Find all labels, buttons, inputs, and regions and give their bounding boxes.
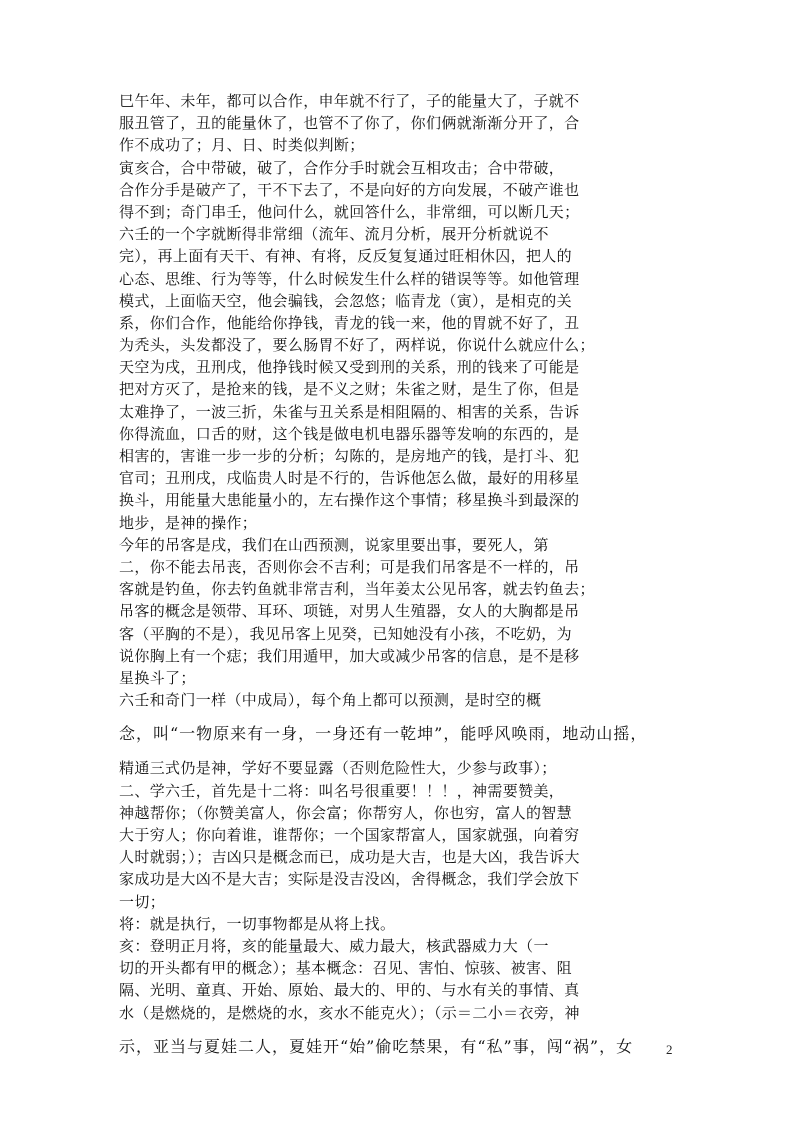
text-line: 客就是钓鱼，你去钓鱼就非常吉利，当年姜太公见吊客，就去钓鱼去； xyxy=(119,580,595,599)
text-line: 说你胸上有一个痣；我们用遁甲，加大或减少吊客的信息，是不是移 xyxy=(119,646,580,665)
text-line: 寅亥合，合中带破，破了，合作分手时就会互相攻击；合中带破， xyxy=(119,158,565,177)
text-line: 二，你不能去吊丧，否则你会不吉利；可是我们吊客是不一样的，吊 xyxy=(119,557,580,576)
text-line: 念，叫“一物原来有一身，一身还有一乾坤”，能呼风唤雨，地动山摇， xyxy=(119,724,648,744)
text-line: 作不成功了；月、日、时类似判断； xyxy=(119,136,365,155)
text-line: 心态、思维、行为等等，什么时候发生什么样的错误等等。如他管理 xyxy=(119,269,580,288)
text-line: 切的开头都有甲的概念）；基本概念：召见、害怕、惊骇、被害、阻 xyxy=(119,959,573,978)
text-line: 得不到；奇门串壬，他问什么，就回答什么，非常细，可以断几天； xyxy=(119,202,580,221)
page-number: 2 xyxy=(666,1042,673,1057)
text-line: 地步，是神的操作； xyxy=(119,513,258,532)
text-line: 把对方灭了，是抢来的钱，是不义之财；朱雀之财，是生了你，但是 xyxy=(119,380,580,399)
text-line: 巳午年、未年，都可以合作，申年就不行了，子的能量大了，子就不 xyxy=(119,92,580,110)
text-line: 家成功是大凶不是大吉；实际是没吉没凶，舍得概念，我们学会放下 xyxy=(119,870,580,889)
text-line: 官司；丑刑戌，戌临贵人时是不行的，告诉他怎么做，最好的用移星 xyxy=(119,469,580,488)
text-line: 将：就是执行，一切事物都是从将上找。 xyxy=(119,914,396,933)
text-line: 客（平胸的不是），我见吊客上见癸，已知她没有小孩，不吃奶，为 xyxy=(119,624,573,643)
text-line: 水（是燃烧的，是燃烧的水，亥水不能克火）；（示＝二小＝衣旁，神 xyxy=(119,1003,580,1022)
text-line: 太难挣了，一波三折，朱雀与丑关系是相阻隔的、相害的关系，告诉 xyxy=(119,402,580,421)
text-line: 星换斗了； xyxy=(119,668,196,687)
text-line: 六壬和奇门一样（中成局），每个角上都可以预测，是时空的概 xyxy=(119,691,542,710)
text-line: 六壬的一个字就断得非常细（流年、流月分析，展开分析就说不 xyxy=(119,225,549,244)
text-line: 天空为戌，丑刑戌，他挣钱时候又受到刑的关系，刑的钱来了可能是 xyxy=(119,358,580,377)
text-line: 大于穷人；你向着谁，谁帮你；一个国家帮富人，国家就强，向着穷 xyxy=(119,826,580,844)
text-line: 人时就弱；）；吉凶只是概念而已，成功是大吉，也是大凶，我告诉大 xyxy=(119,848,580,867)
text-line: 亥：登明正月将，亥的能量最大、威力最大，核武器威力大（一 xyxy=(119,936,549,955)
text-line: 你得流血，口舌的财，这个钱是做电机电器乐器等发响的东西的，是 xyxy=(119,424,580,443)
text-line: 隔、光明、童真、开始、原始、最大的、甲的、与水有关的事情、真 xyxy=(119,981,580,1000)
document-body xyxy=(119,90,648,1058)
text-line: 一切； xyxy=(119,892,166,911)
text-line: 完），再上面有天干、有神、有将，反反复复通过旺相休囚，把人的 xyxy=(119,247,573,266)
text-line: 神越帮你；（你赞美富人，你会富；你帮穷人，你也穷，富人的智慧 xyxy=(119,803,573,822)
text-line: 吊客的概念是领带、耳环、项链，对男人生殖器，女人的大胸都是吊 xyxy=(119,602,580,621)
text-line: 二、学六壬，首先是十二将：叫名号很重要！！！，神需要赞美， xyxy=(119,781,565,800)
text-line: 精通三式仍是神，学好不要显露（否则危险性大，少参与政事）； xyxy=(119,759,557,778)
text-line: 合作分手是破产了，干不下去了，不是向好的方向发展，不破产谁也 xyxy=(119,180,580,199)
text-line: 今年的吊客是戌，我们在山西预测，说家里要出事，要死人，第 xyxy=(119,535,549,554)
text-line: 示，亚当与夏娃二人，夏娃开“始”偷吃禁果，有“私”事，闯“祸”，女 xyxy=(119,1036,634,1056)
text-line: 为秃头，头发都没了，要么肠胃不好了，两样说，你说什么就应什么； xyxy=(119,336,595,355)
text-line: 服丑管了，丑的能量休了，也管不了你了，你们俩就渐渐分开了，合 xyxy=(119,114,580,133)
text-line: 相害的，害谁一步一步的分析；勾陈的，是房地产的钱，是打斗、犯 xyxy=(119,447,580,465)
text-line: 换斗，用能量大患能量小的，左右操作这个事情；移星换斗到最深的 xyxy=(119,491,580,510)
text-line: 系，你们合作，他能给你挣钱，青龙的钱一来，他的胃就不好了，丑 xyxy=(119,313,580,332)
text-line: 模式，上面临天空，他会骗钱，会忽悠；临青龙（寅），是相克的关 xyxy=(119,291,573,310)
